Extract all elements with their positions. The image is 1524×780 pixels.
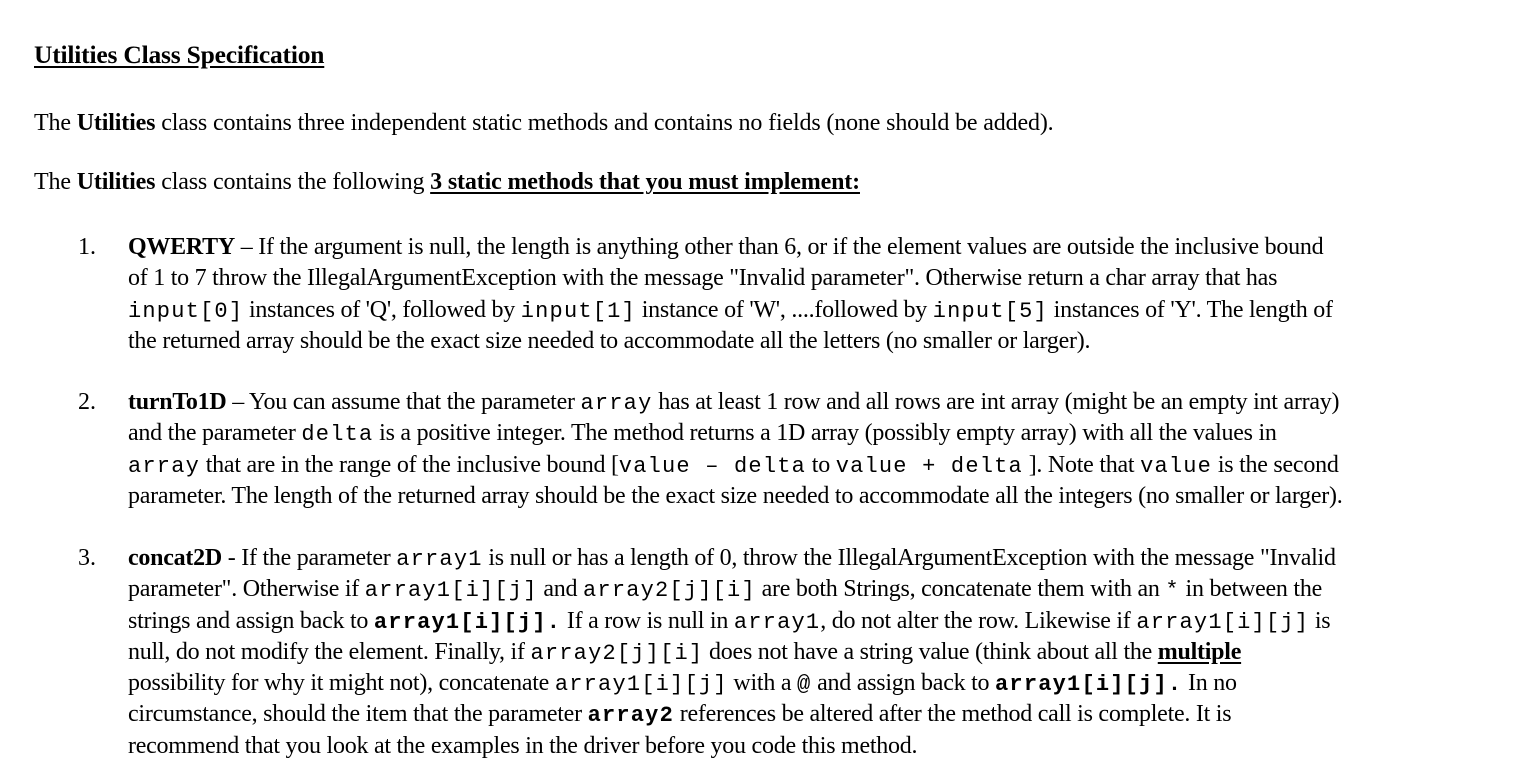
text-span: are both Strings, concatenate them with an bbox=[755, 576, 1166, 603]
text-span: and assign back to bbox=[811, 670, 996, 697]
text-span: circumstance, should the item that the parameter bbox=[128, 701, 588, 728]
method-name: QWERTY bbox=[128, 234, 236, 260]
text-line bbox=[128, 668, 1336, 699]
text-span: possibility for why it might not), concatenate bbox=[128, 670, 555, 697]
text-line bbox=[128, 295, 1333, 326]
text-span: and bbox=[537, 576, 584, 603]
code-span: value – delta bbox=[618, 453, 807, 479]
code-span: array1 bbox=[733, 609, 821, 635]
text-line bbox=[128, 606, 1336, 637]
emphasis-text: 3 static methods that you must implement: bbox=[430, 169, 860, 195]
code-span: value bbox=[1140, 453, 1213, 479]
code-span: array1[i][j] bbox=[1136, 609, 1310, 635]
code-span: value + delta bbox=[835, 453, 1023, 479]
code-span: array1 bbox=[396, 547, 483, 572]
code-span: array1[i][j] bbox=[364, 578, 538, 604]
item-body bbox=[128, 387, 1343, 512]
code-span: array2[j][i] bbox=[583, 578, 756, 604]
text-line bbox=[128, 574, 1336, 605]
code-span: array2 bbox=[587, 703, 674, 729]
method-name: turnTo1D bbox=[128, 389, 227, 415]
code-span: input[0] bbox=[128, 298, 244, 324]
page-title: Utilities Class Specification bbox=[34, 40, 325, 69]
list-number: 2. bbox=[78, 389, 96, 415]
text-span: ]. Note that bbox=[1022, 451, 1141, 478]
text-line bbox=[128, 263, 1333, 294]
class-name: Utilities bbox=[76, 169, 156, 195]
intro-text: class contains three independent static methods and contains no fields (none should be added). bbox=[155, 110, 1054, 136]
list-number: 1. bbox=[78, 234, 96, 260]
intro-text: class contains the following bbox=[155, 169, 431, 195]
text-span: - If the parameter bbox=[221, 545, 397, 571]
text-line bbox=[128, 481, 1343, 512]
text-line bbox=[128, 731, 1336, 762]
text-span: is null or has a length of 0, throw the IllegalArgumentException with the message "Invalid bbox=[482, 545, 1336, 571]
intro-text: The bbox=[34, 110, 77, 136]
text-span: to bbox=[806, 451, 836, 478]
text-span: instances of 'Q', followed by bbox=[243, 296, 521, 323]
code-span: array bbox=[128, 453, 201, 479]
text-span: recommend that you look at the examples in the driver before you code this method. bbox=[128, 732, 918, 759]
text-span: null, do not modify the element. Finally, if bbox=[128, 638, 531, 665]
text-span: parameter". Otherwise if bbox=[128, 576, 365, 603]
intro-paragraph-2 bbox=[34, 169, 860, 196]
text-line bbox=[128, 543, 1336, 574]
text-line bbox=[128, 418, 1343, 449]
text-span: and the parameter bbox=[128, 420, 302, 447]
code-span: array2[j][i] bbox=[530, 640, 704, 666]
text-span: instance of 'W', ....followed by bbox=[635, 296, 933, 323]
code-span: array1[i][j]. bbox=[995, 672, 1183, 698]
method-name: concat2D bbox=[128, 545, 222, 571]
code-span: array bbox=[580, 391, 653, 416]
text-span: – If the argument is null, the length is anything other than 6, or if the element values are outside the inclusive bound bbox=[235, 234, 1324, 260]
item-body bbox=[128, 232, 1333, 357]
text-line bbox=[128, 326, 1333, 357]
code-span: input[1] bbox=[520, 298, 636, 324]
text-span: with a bbox=[727, 670, 797, 697]
emphasis-text: multiple bbox=[1157, 638, 1242, 665]
text-span: is the second bbox=[1212, 451, 1339, 478]
code-span: delta bbox=[301, 422, 374, 448]
intro-paragraph-1 bbox=[34, 110, 1054, 137]
text-line bbox=[128, 699, 1336, 730]
code-span: @ bbox=[797, 672, 812, 698]
code-span: input[5] bbox=[932, 298, 1048, 324]
text-span: references be altered after the method call is complete. It is bbox=[674, 701, 1232, 728]
text-span: that are in the range of the inclusive bound [ bbox=[200, 451, 619, 478]
text-span: If a row is null in bbox=[561, 607, 734, 634]
text-span: parameter. The length of the returned array should be the exact size needed to accommodate all the integers (no smaller or larger). bbox=[128, 482, 1343, 509]
text-span: – You can assume that the parameter bbox=[226, 389, 581, 415]
code-span: array1[i][j] bbox=[554, 672, 728, 698]
text-span: is bbox=[1309, 607, 1331, 634]
text-span: the returned array should be the exact size needed to accommodate all the letters (no smaller or larger). bbox=[128, 327, 1091, 354]
text-span: of 1 to 7 throw the IllegalArgumentException with the message "Invalid parameter". Otherwise return a char array that has bbox=[128, 265, 1278, 292]
text-line bbox=[128, 450, 1343, 481]
code-span: * bbox=[1165, 578, 1180, 604]
class-name: Utilities bbox=[76, 110, 156, 136]
text-span: In no bbox=[1182, 670, 1237, 697]
item-body bbox=[128, 543, 1336, 762]
text-span: does not have a string value (think about all the bbox=[703, 638, 1158, 665]
list-number: 3. bbox=[78, 545, 96, 571]
text-span: , do not alter the row. Likewise if bbox=[820, 607, 1137, 634]
intro-text: The bbox=[34, 169, 77, 195]
text-line bbox=[128, 637, 1336, 668]
text-line bbox=[128, 387, 1343, 418]
text-span: strings and assign back to bbox=[128, 607, 374, 634]
code-span: array1[i][j]. bbox=[373, 609, 562, 635]
text-span: is a positive integer. The method returns a 1D array (possibly empty array) with all the values in bbox=[373, 420, 1277, 447]
text-span: in between the bbox=[1179, 576, 1322, 603]
text-span: has at least 1 row and all rows are int array (might be an empty int array) bbox=[652, 389, 1340, 415]
text-span: instances of 'Y'. The length of bbox=[1047, 296, 1333, 323]
text-line bbox=[128, 232, 1333, 263]
